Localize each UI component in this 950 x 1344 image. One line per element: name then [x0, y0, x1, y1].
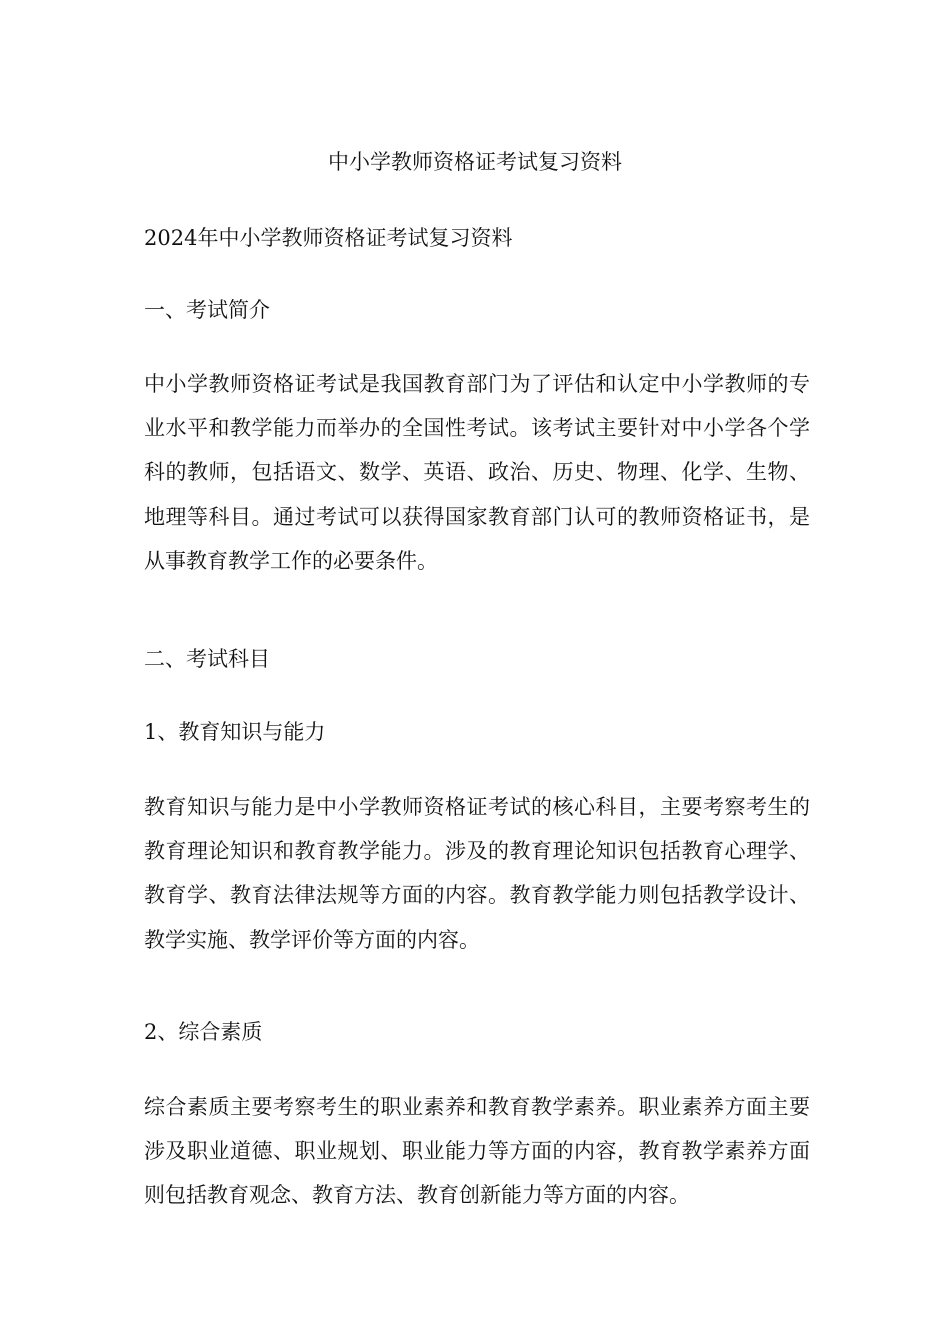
subsection-body-comprehensive-quality: 综合素质主要考察考生的职业素养和教育教学素养。职业素养方面主要涉及职业道德、职业规划、职业能力等方面的内容，教育教学素养方面则包括教育观念、教育方法、教育创新能力等方面的内容。: [144, 1095, 810, 1208]
section-heading-subjects: 二、考试科目: [144, 647, 270, 671]
section-body-intro: 中小学教师资格证考试是我国教育部门为了评估和认定中小学教师的专业水平和教学能力而举办的全国性考试。该考试主要针对中小学各个学科的教师，包括语文、数学、英语、政治、历史、物理、化学、生物、地理等科目。通过考试可以获得国家教育部门认可的教师资格证书，是从事教育教学工作的必要条件。: [144, 372, 810, 573]
document-subtitle: 2024年中小学教师资格证考试复习资料: [144, 226, 513, 250]
subsection-body-education-knowledge: 教育知识与能力是中小学教师资格证考试的核心科目，主要考察考生的教育理论知识和教育教学能力。涉及的教育理论知识包括教育心理学、教育学、教育法律法规等方面的内容。教育教学能力则包括教学设计、教学实施、教学评价等方面的内容。: [144, 795, 810, 952]
document-title: 中小学教师资格证考试复习资料: [328, 150, 622, 174]
subsection-heading-comprehensive-quality: 2、综合素质: [144, 1020, 263, 1044]
subsection-heading-education-knowledge: 1、教育知识与能力: [144, 720, 326, 744]
section-heading-intro: 一、考试简介: [144, 298, 270, 322]
